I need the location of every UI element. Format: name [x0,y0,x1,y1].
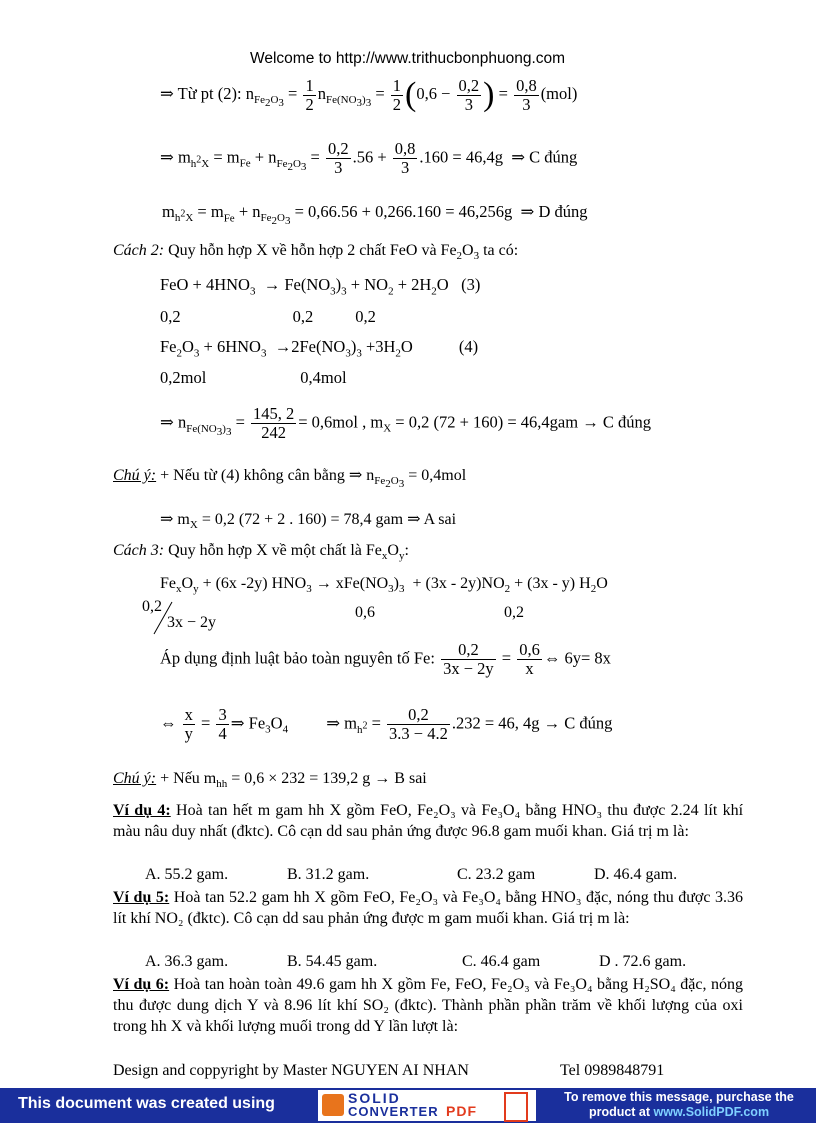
reaction-4: $Fe_2O_3 + 6HNO_3 \to 2Fe(NO_3)_3 +3H_2O$ (4) [160,337,479,360]
example-5-option-a: A. 36.3 gam. [145,953,229,970]
line1-lead: ⇒ Từ pt (2): n [160,83,254,103]
example-6: Ví dụ 6: Hoà tan hoàn toàn 49.6 gam hh X gồm Fe, FeO, Fe₂O₃ và Fe₃O₄ bằng H₂SO₄ đặc, nóng thu được dung dịch Y và 8.96 lít khí SO₂ (đktc). Thành phần phần trăm về khối lượng của oxi trong hh X và khối lượng muối trong dd Y lần lượt là: [113,976,744,1035]
example-5-option-c: C. 46.4 gam [462,953,541,970]
equation-line-3: $m_{h^2X} = m_{Fe} + n_{Fe_2O_3} = 0,66.56 + 0,266.160 = 46,256g$ ⇒ D đúng [162,202,588,228]
pdf-document-icon [504,1092,528,1122]
example-5: Ví dụ 5: Hoà tan 52.2 gam hh X gồm FeO, Fe₂O₃ và Fe₃O₄ bằng HNO₃ đặc, nóng thu được 3.36 lít khí NO₂ (đktc). Cô cạn dd sau phản ứng được m gam muối khan. Giá trị m là: [113,889,744,927]
example-4: Ví dụ 4: Hoà tan hết m gam hh X gồm FeO, Fe₂O₃ và Fe₃O₄ bằng HNO₃ thu được 2.24 lít khí màu nâu duy nhất (đktc). Cô cạn dd sau phản ứng được 96.8 gam muối khan. Giá trị m là: [113,802,744,840]
note-1-calc: ⇒ $m_X = 0,2$ (72 + 2 . 160) = 78,4 gam ⇒ A sai [160,511,457,532]
example-4-option-c: C. 23.2 gam [457,866,536,883]
reaction-5: $Fe_xO_y + (6x$ -2y) $HNO_3 \to xFe(NO_3)_3 + (3x - 2y)NO_2 + (3x - y)$ $H_2O$ [160,575,608,596]
frac-7: $\frac{145, 2}{242}$ [253,404,295,442]
conservation-line: Áp dụng định luật bảo toàn nguyên tố Fe: $\frac{0,2}{3x - 2y}$ = $\frac{0,6}{x}$ ⇔ 6y= 8x [160,640,611,678]
footer-credit: Design and coppyright by Master NGUYEN AI NHAN [113,1062,469,1079]
frac-5: $\frac{0,2}{3}$ [327,139,349,177]
frac-10: $\frac{x}{y}$ [184,705,193,743]
result-c-correct: ⇒ C đúng [511,147,578,167]
note-1: Chú ý: + Nếu từ (4) không cân bằng ⇒ $n_{Fe_2O_3} = 0,4mol$ [113,467,467,491]
calc-line: ⇒ $n_{Fe(NO_3)_3}$ = $\frac{145, 2}{242}$ = 0,6mol , $m_X = 0,2$ (72 + 160) = 46,4gam → C đúng [160,404,651,442]
reaction-5-c: 0,6 [355,604,375,621]
frac-9: $\frac{0,6}{x}$ [519,640,540,678]
example-5-option-b: B. 54.45 gam. [287,953,378,970]
cach2-heading: Cách 2: Quy hỗn hợp X về hỗn hợp 2 chất FeO và $Fe_2O_3$ ta có: [113,242,519,263]
reaction-4-values: 0,2mol 0,4mol [160,368,347,387]
logo-top-text: SOLID [348,1090,401,1106]
converter-banner [0,1088,816,1123]
reaction-5-a: 0,2 [142,598,162,615]
example-4-option-d: D. 46.4 gam. [594,866,678,883]
example-5-option-d: D . 72.6 gam. [599,953,687,970]
page-header: Welcome to http://www.trithucbonphuong.com [250,50,566,67]
reaction-3: FeO + $4HNO_3 \to Fe(NO_3)_3 + NO_2 + 2H_2O$ (3) [160,275,481,298]
example-4-option-a: A. 55.2 gam. [145,866,229,883]
banner-right-text: To remove this message, purchase the product at www.SolidPDF.com [564,1090,794,1119]
frac-12: $\frac{0,2}{3.3 - 4.2}$ [389,705,448,743]
equation-line-2: ⇒ $m_{h^2X} = m_{Fe} + n_{Fe_2O_3}$ = $\frac{0,2}{3}$ .56 + $\frac{0,8}{3}$ .160 = 46,4g ⇒ C đúng [160,139,578,177]
reaction-5-b: 3x − 2y [167,614,217,631]
solid-converter-logo[interactable] [318,1090,536,1121]
equation-line-1: ⇒ Từ pt (2): $n_{Fe_2O_3}$ = $\frac{1}{2}$ $n_{Fe(NO_3)_3}$ = $\frac{1}{2}$ (0,6 − $\frac{0,2}{3}$ ) = $\frac{0,8}{3}$ (mol) [160,75,578,114]
solid-logo-icon [322,1094,344,1116]
banner-left-text: This document was created using [18,1095,275,1112]
logo-bottom-text: CONVERTER [348,1104,439,1119]
reaction-3-values: 0,2 0,2 0,2 [160,307,376,326]
frac-6: $\frac{0,8}{3}$ [394,139,416,177]
cach3-heading: Cách 3: Quy hỗn hợp X về một chất là $Fe_xO_y$: [113,542,409,563]
reaction-5-d: 0,2 [504,604,524,621]
frac-8: $\frac{0,2}{3x - 2y}$ [443,640,494,678]
footer-tel: Tel 0989848791 [560,1062,665,1079]
example-4-option-b: B. 31.2 gam. [287,866,370,883]
frac-4: $\frac{0,8}{3}$ [516,75,537,114]
solidpdf-link[interactable]: www.SolidPDF.com [653,1105,770,1119]
ratio-line: ⇔ $\frac{x}{y}$ = $\frac{3}{4}$ ⇒ $Fe_3O_4$ ⇒ $m_{h^2}$ = $\frac{0,2}{3.3 - 4.2}$ .232 = 46, 4g → C đúng [160,705,613,743]
note-2: Chú ý: + Nếu $m_{hh} = 0,6 \times 232 = 139,2$ g → B sai [113,770,427,791]
logo-pdf-text: PDF [446,1103,477,1119]
frac-1: $\frac{1}{2}$ [305,75,314,114]
frac-2: $\frac{1}{2}$ [392,75,402,114]
frac-3: $\frac{0,2}{3}$ [458,75,480,114]
frac-11: $\frac{3}{4}$ [218,705,227,743]
